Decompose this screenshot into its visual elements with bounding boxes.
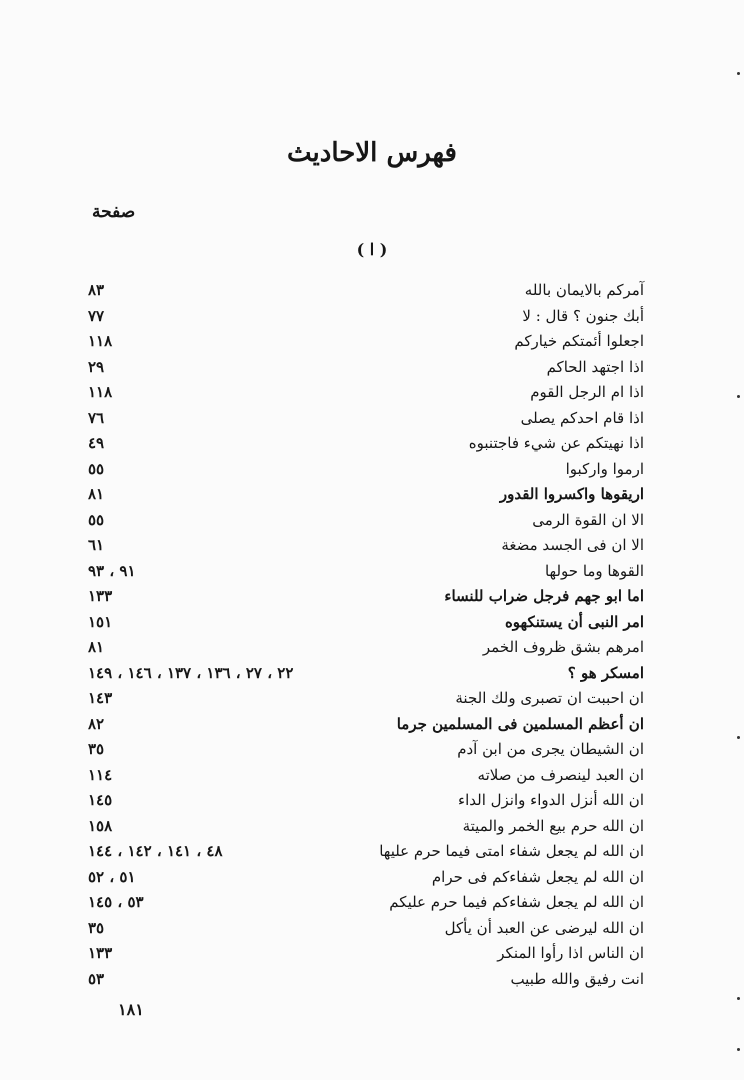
page-numbers: ٢٢ ، ٢٧ ، ١٣٦ ، ١٣٧ ، ١٤٦ ، ١٤٩ bbox=[88, 663, 294, 682]
page-numbers: ١٤٥ bbox=[88, 791, 113, 809]
page-title: فهرس الاحاديث bbox=[287, 138, 457, 168]
hadith-text: ان الناس اذا رأوا المنكر bbox=[497, 944, 644, 962]
scan-speck bbox=[737, 1048, 740, 1051]
list-item bbox=[88, 661, 644, 687]
page-numbers: ١١٤ bbox=[88, 765, 113, 784]
hadith-text: الا ان فى الجسد مضغة bbox=[501, 536, 644, 554]
hadith-text: ان احببت ان تصبرى ولك الجنة bbox=[455, 689, 644, 707]
list-item bbox=[88, 559, 644, 585]
page-numbers: ٤٨ ، ١٤١ ، ١٤٢ ، ١٤٤ bbox=[88, 842, 223, 860]
hadith-text: ان الله لم يجعل شفاءكم فى حرام bbox=[431, 867, 644, 886]
list-item bbox=[88, 916, 644, 942]
page-number: ١٨١ bbox=[118, 1000, 144, 1019]
list-item bbox=[88, 431, 644, 457]
hadith-text: اذا قام احدكم يصلى bbox=[520, 408, 644, 427]
list-item bbox=[88, 788, 644, 814]
list-item bbox=[88, 329, 644, 355]
list-item bbox=[88, 533, 644, 559]
list-item bbox=[88, 508, 644, 534]
list-item bbox=[88, 890, 644, 916]
page-numbers: ٣٥ bbox=[88, 918, 105, 937]
page-numbers: ٨١ bbox=[88, 485, 105, 503]
page-numbers: ٥٣ ، ١٤٥ bbox=[88, 893, 144, 911]
hadith-text: اجعلوا أئمتكم خياركم bbox=[514, 332, 644, 350]
scan-speck bbox=[737, 72, 740, 75]
hadith-text: أبك جنون ؟ قال : لا bbox=[522, 306, 644, 325]
hadith-text: اذا نهيتكم عن شيء فاجتنبوه bbox=[468, 434, 644, 452]
page-numbers: ٧٧ bbox=[88, 306, 105, 325]
hadith-text: الا ان القوة الرمى bbox=[532, 510, 644, 529]
list-item bbox=[88, 941, 644, 967]
hadith-text: اذا ام الرجل القوم bbox=[530, 383, 644, 401]
hadith-text: القوها وما حولها bbox=[544, 561, 644, 580]
page-numbers: ٧٦ bbox=[88, 408, 105, 427]
hadith-text: ان أعظم المسلمين فى المسلمين جرما bbox=[396, 714, 644, 733]
hadith-text: ان الله حرم بيع الخمر والميتة bbox=[462, 816, 644, 835]
page-numbers: ٢٩ bbox=[88, 357, 105, 376]
page-numbers: ٣٥ bbox=[88, 740, 105, 758]
list-item bbox=[88, 814, 644, 840]
page-numbers: ١٥١ bbox=[88, 612, 113, 631]
page-numbers: ١٥٨ bbox=[88, 816, 113, 835]
hadith-text: ان العبد لينصرف من صلاته bbox=[477, 765, 644, 784]
hadith-text: اريقوها واكسروا القدور bbox=[499, 485, 644, 503]
list-item bbox=[88, 355, 644, 381]
page-numbers: ٥١ ، ٥٢ bbox=[88, 867, 136, 886]
scan-speck bbox=[737, 395, 740, 398]
page-numbers: ١٣٣ bbox=[88, 587, 113, 605]
list-item bbox=[88, 839, 644, 865]
list-item bbox=[88, 635, 644, 661]
page-numbers: ١١٨ bbox=[88, 383, 113, 401]
list-item bbox=[88, 610, 644, 636]
page-numbers: ١١٨ bbox=[88, 332, 113, 350]
hadith-text: ان الشيطان يجرى من ابن آدم bbox=[457, 740, 644, 758]
list-item bbox=[88, 763, 644, 789]
page-numbers: ٥٥ bbox=[88, 510, 105, 529]
list-item bbox=[88, 278, 644, 304]
scan-speck bbox=[737, 997, 740, 1000]
list-item bbox=[88, 737, 644, 763]
hadith-index-list bbox=[88, 278, 644, 992]
list-item bbox=[88, 457, 644, 483]
list-item bbox=[88, 304, 644, 330]
page-numbers: ٨٣ bbox=[88, 281, 105, 299]
page-numbers: ٩١ ، ٩٣ bbox=[88, 561, 136, 580]
list-item bbox=[88, 967, 644, 993]
hadith-text: اذا اجتهد الحاكم bbox=[546, 357, 644, 376]
hadith-text: ان الله لم يجعل شفاء امتى فيما حرم عليها bbox=[379, 842, 644, 860]
page-numbers: ٤٩ bbox=[88, 434, 105, 452]
hadith-text: امرهم بشق ظروف الخمر bbox=[482, 638, 644, 656]
list-item bbox=[88, 686, 644, 712]
hadith-text: آمركم بالايمان بالله bbox=[524, 281, 644, 299]
hadith-text: اما ابو جهم فرجل ضراب للنساء bbox=[444, 587, 644, 605]
hadith-text: ان الله أنزل الدواء وانزل الداء bbox=[458, 791, 644, 809]
list-item bbox=[88, 380, 644, 406]
hadith-text: امر النبى أن يستنكهوه bbox=[504, 612, 644, 631]
page-numbers: ١٤٣ bbox=[88, 689, 113, 707]
hadith-text: ان الله لم يجعل شفاءكم فيما حرم عليكم bbox=[389, 893, 644, 911]
list-item bbox=[88, 406, 644, 432]
section-letter: ( ا ) bbox=[356, 240, 388, 259]
hadith-text: امسكر هو ؟ bbox=[567, 663, 644, 682]
page-numbers: ٦١ bbox=[88, 536, 105, 554]
list-item bbox=[88, 584, 644, 610]
page-column-label: صفحة bbox=[92, 202, 136, 222]
page-numbers: ٨١ bbox=[88, 638, 105, 656]
page-numbers: ١٣٣ bbox=[88, 944, 113, 962]
list-item bbox=[88, 712, 644, 738]
page-numbers: ٨٢ bbox=[88, 714, 105, 733]
scan-speck bbox=[737, 736, 740, 739]
page-numbers: ٥٥ bbox=[88, 459, 105, 478]
hadith-text: انت رفيق والله طبيب bbox=[510, 969, 644, 988]
hadith-text: ارموا واركبوا bbox=[565, 459, 644, 478]
list-item bbox=[88, 482, 644, 508]
page-numbers: ٥٣ bbox=[88, 969, 105, 988]
list-item bbox=[88, 865, 644, 891]
hadith-text: ان الله ليرضى عن العبد أن يأكل bbox=[444, 918, 644, 937]
